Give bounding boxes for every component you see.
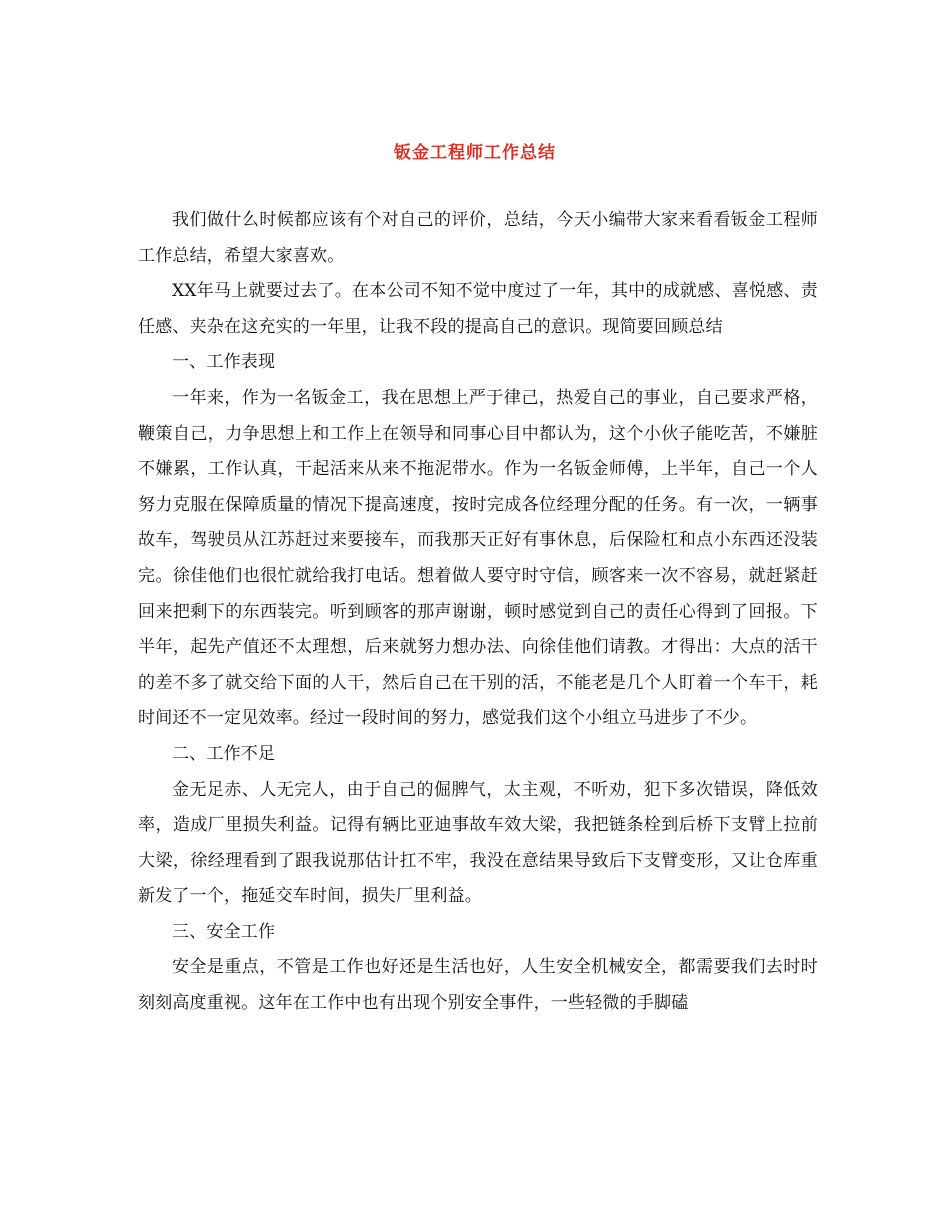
paragraph-opening: XX年马上就要过去了。在本公司不知不觉中度过了一年，其中的成就感、喜悦感、责任感、夹杂在这充实的一年里，让我不段的提高自己的意识。现简要回顾总结: [138, 281, 818, 337]
section-heading-shortcomings: 二、工作不足: [172, 743, 276, 764]
paragraph-intro: 我们做什么时候都应该有个对自己的评价，总结，今天小编带大家来看看钣金工程师工作总结，希望大家喜欢。: [138, 210, 818, 266]
document-title: 钣金工程师工作总结: [394, 143, 556, 163]
paragraph-shortcomings: 金无足赤、人无完人，由于自己的倔脾气，太主观，不听劝，犯下多次错误，降低效率，造成厂里损失利益。记得有辆比亚迪事故车效大梁，我把链条栓到后桥下支臂上拉前大梁，徐经理看到了跟我说那估计扛不牢，我没在意结果导致后下支臂变形，又让仓库重新发了一个，拖延交车时间，损失厂里利益。: [138, 779, 818, 907]
paragraph-performance: 一年来，作为一名钣金工，我在思想上严于律己，热爱自己的事业，自己要求严格，鞭策自己，力争思想上和工作上在领导和同事心目中都认为，这个小伙子能吃苦，不嫌脏不嫌累，工作认真，干起活来从来不拖泥带水。作为一名钣金师傅，上半年，自己一个人努力克服在保障质量的情况下提高速度，按时完成各位经理分配的任务。有一次，一辆事故车，驾驶员从江苏赶过来要接车，而我那天正好有事休息，后保险杠和点小东西还没装完。徐佳他们也很忙就给我打电话。想着做人要守时守信，顾客来一次不容易，就赶紧赶回来把剩下的东西装完。听到顾客的那声谢谢，顿时感觉到自己的责任心得到了回报。下半年，起先产值还不太理想，后来就努力想办法、向徐佳他们请教。才得出：大点的活干的差不多了就交给下面的人干，然后自己在干别的活，不能老是几个人盯着一个车干，耗时间还不一定见效率。经过一段时间的努力，感觉我们这个小组立马进步了不少。: [138, 387, 818, 729]
paragraph-safety: 安全是重点，不管是工作也好还是生活也好，人生安全机械安全，都需要我们去时时刻刻高度重视。这年在工作中也有出现个别安全事件，一些轻微的手脚磕: [138, 957, 818, 1014]
document-body: [138, 203, 818, 1022]
section-heading-performance: 一、工作表现: [172, 352, 276, 373]
section-heading-safety: 三、安全工作: [172, 921, 276, 942]
